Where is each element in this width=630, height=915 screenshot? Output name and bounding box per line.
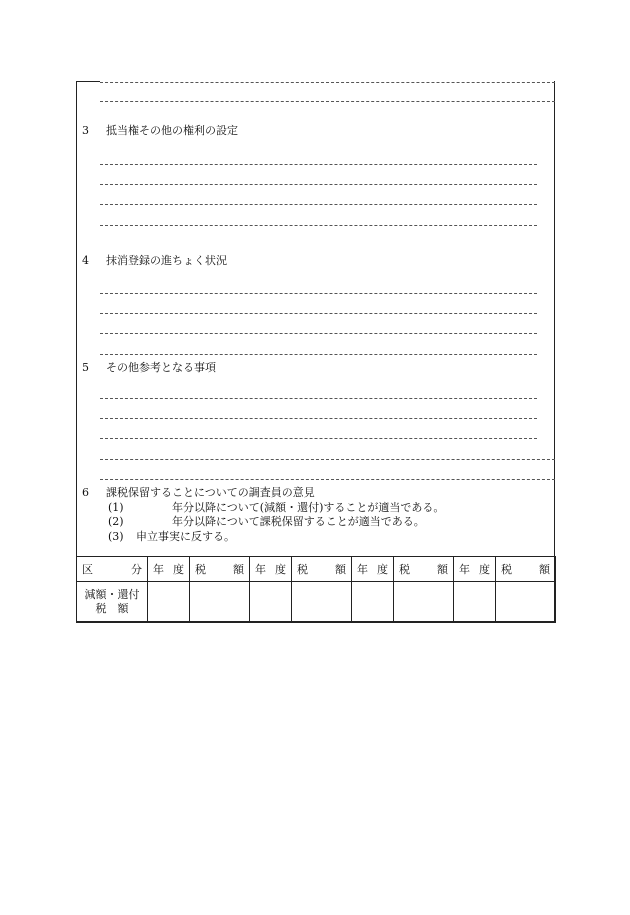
entry-line [100, 398, 537, 399]
entry-line [100, 354, 537, 355]
tax-cell[interactable] [496, 582, 556, 623]
entry-line [100, 293, 537, 294]
entry-line [100, 479, 555, 480]
entry-line [100, 82, 555, 83]
header-tax: 税 額 [292, 557, 352, 582]
tax-cell[interactable] [394, 582, 454, 623]
section-number: 4 [82, 254, 89, 267]
entry-line [100, 418, 537, 419]
header-tax: 税 額 [394, 557, 454, 582]
section-title: その他参考となる事項 [106, 361, 216, 374]
header-tax: 税 額 [496, 557, 556, 582]
year-cell[interactable] [148, 582, 190, 623]
table-row [77, 582, 556, 623]
year-cell[interactable] [352, 582, 394, 623]
opinion-item-2: (2) 年分以降について課税保留することが適当である。 [108, 515, 425, 528]
header-tax: 税 額 [190, 557, 250, 582]
header-year: 年 度 [148, 557, 190, 582]
header-year: 年 度 [352, 557, 394, 582]
opinion-item-1: (1) 年分以降について(減額・還付)することが適当である。 [108, 500, 445, 514]
row-label: 減額・還付 税 額 [77, 582, 148, 623]
entry-line [100, 184, 537, 185]
entry-line [100, 204, 537, 205]
opinion-section [82, 486, 444, 544]
tax-table [76, 556, 556, 623]
header-year: 年 度 [250, 557, 292, 582]
section-number: 5 [82, 361, 89, 374]
header-year: 年 度 [454, 557, 496, 582]
tax-cell[interactable] [292, 582, 352, 623]
section-4 [82, 254, 227, 268]
section-title: 抵当権その他の権利の設定 [106, 124, 238, 137]
opinion-title: 課税保留することについての調査員の意見 [106, 486, 315, 499]
entry-line [100, 333, 537, 334]
table-header-row [77, 557, 556, 582]
section-5 [82, 361, 216, 375]
year-cell[interactable] [250, 582, 292, 623]
year-cell[interactable] [454, 582, 496, 623]
entry-line [100, 164, 537, 165]
entry-line [100, 313, 537, 314]
opinion-item-3: (3) 申立事実に反する。 [108, 529, 235, 543]
header-kubun: 区 分 [77, 557, 148, 582]
entry-line [100, 101, 555, 102]
section-title: 抹消登録の進ちょく状況 [106, 254, 227, 267]
entry-line [100, 438, 537, 439]
section-3 [82, 124, 238, 138]
section-number: 3 [82, 124, 89, 137]
tax-cell[interactable] [190, 582, 250, 623]
section-number: 6 [82, 486, 89, 499]
entry-line [100, 459, 555, 460]
entry-line [100, 225, 537, 226]
